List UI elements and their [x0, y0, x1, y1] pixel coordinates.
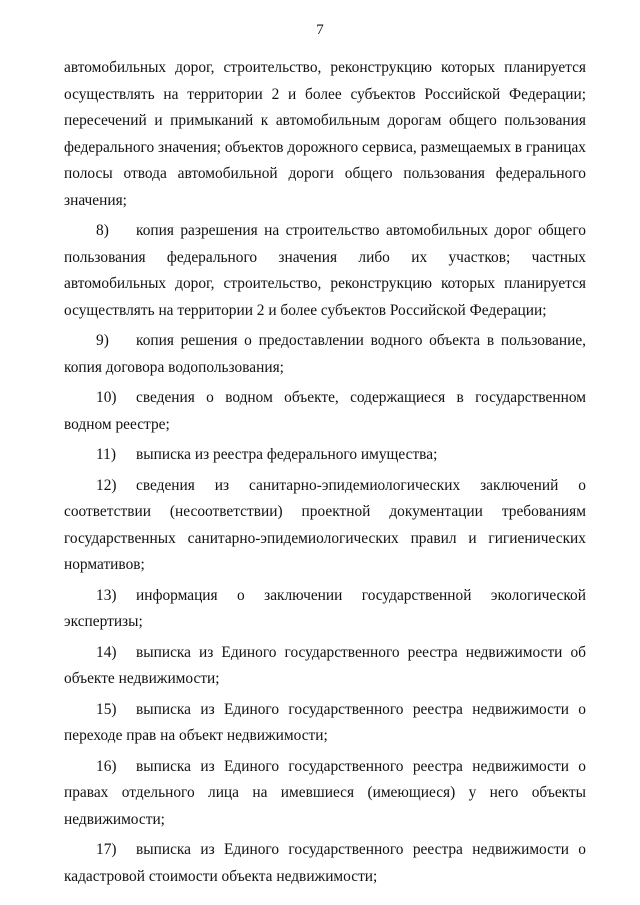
- list-item-text: копия разрешения на строительство автомобильных дорог общего пользования федерального значения либо их участков; частных автомобильных дорог, строительство, реконструкцию которых планируется осуществлять на территории 2 и более субъектов Российской Федерации;: [64, 222, 586, 319]
- list-item-15: [64, 697, 586, 750]
- list-item-text: выписка из Единого государственного реестра недвижимости о кадастровой стоимости объекта недвижимости;: [64, 841, 586, 885]
- list-item-text: выписка из Единого государственного реестра недвижимости об объекте недвижимости;: [64, 643, 586, 687]
- list-item-text: сведения из санитарно-эпидемиологических заключений о соответствии (несоответствии) проектной документации требованиям государственных санитарно-эпидемиологических правил и гигиенических нормативов;: [64, 476, 586, 573]
- list-item-8: [64, 218, 586, 324]
- list-item-9: [64, 328, 586, 381]
- list-item-text: информация о заключении государственной экологической экспертизы;: [64, 586, 586, 630]
- list-item-text: сведения о водном объекте, содержащиеся в государственном водном реестре;: [64, 389, 586, 433]
- list-item-number: 14): [96, 643, 117, 661]
- list-item-number: 10): [96, 389, 117, 406]
- list-item-text: копия решения о предоставлении водного объекта в пользование, копия договора водопользования;: [64, 332, 586, 376]
- list-item-number: 12): [96, 476, 117, 494]
- list-item-12: [64, 473, 586, 579]
- list-item-text: выписка из Единого государственного реестра недвижимости о правах отдельного лица на имевшиеся (имеющиеся) у него объекты недвижимости;: [64, 757, 586, 828]
- list-item-number: 9): [96, 332, 109, 349]
- list-item-number: 8): [96, 222, 109, 239]
- list-item-text: выписка из Единого государственного реестра недвижимости о переходе прав на объект недвижимости;: [64, 700, 586, 744]
- document-body: [64, 55, 586, 894]
- list-item-13: [64, 583, 586, 636]
- list-item-17: [64, 837, 586, 890]
- list-item-number: 16): [96, 757, 117, 775]
- list-item-number: 11): [96, 446, 116, 463]
- list-item-text: выписка из реестра федерального имущества;: [136, 446, 438, 463]
- list-item-16: [64, 754, 586, 834]
- list-item-number: 13): [96, 586, 117, 604]
- list-item-11: [64, 442, 586, 469]
- list-item-10: [64, 385, 586, 438]
- list-item-14: [64, 640, 586, 693]
- list-item-number: 15): [96, 700, 117, 718]
- page-number: 7: [316, 22, 324, 38]
- intro-paragraph: автомобильных дорог, строительство, реконструкцию которых планируется осуществлять на территории 2 и более субъектов Российской Федерации; пересечений и примыканий к автомобильным дорогам общего пользования федерального значения; объектов дорожного сервиса, размещаемых в границах полосы отвода автомобильной дороги общего пользования федерального значения;: [64, 59, 586, 209]
- list-item-number: 17): [96, 841, 117, 858]
